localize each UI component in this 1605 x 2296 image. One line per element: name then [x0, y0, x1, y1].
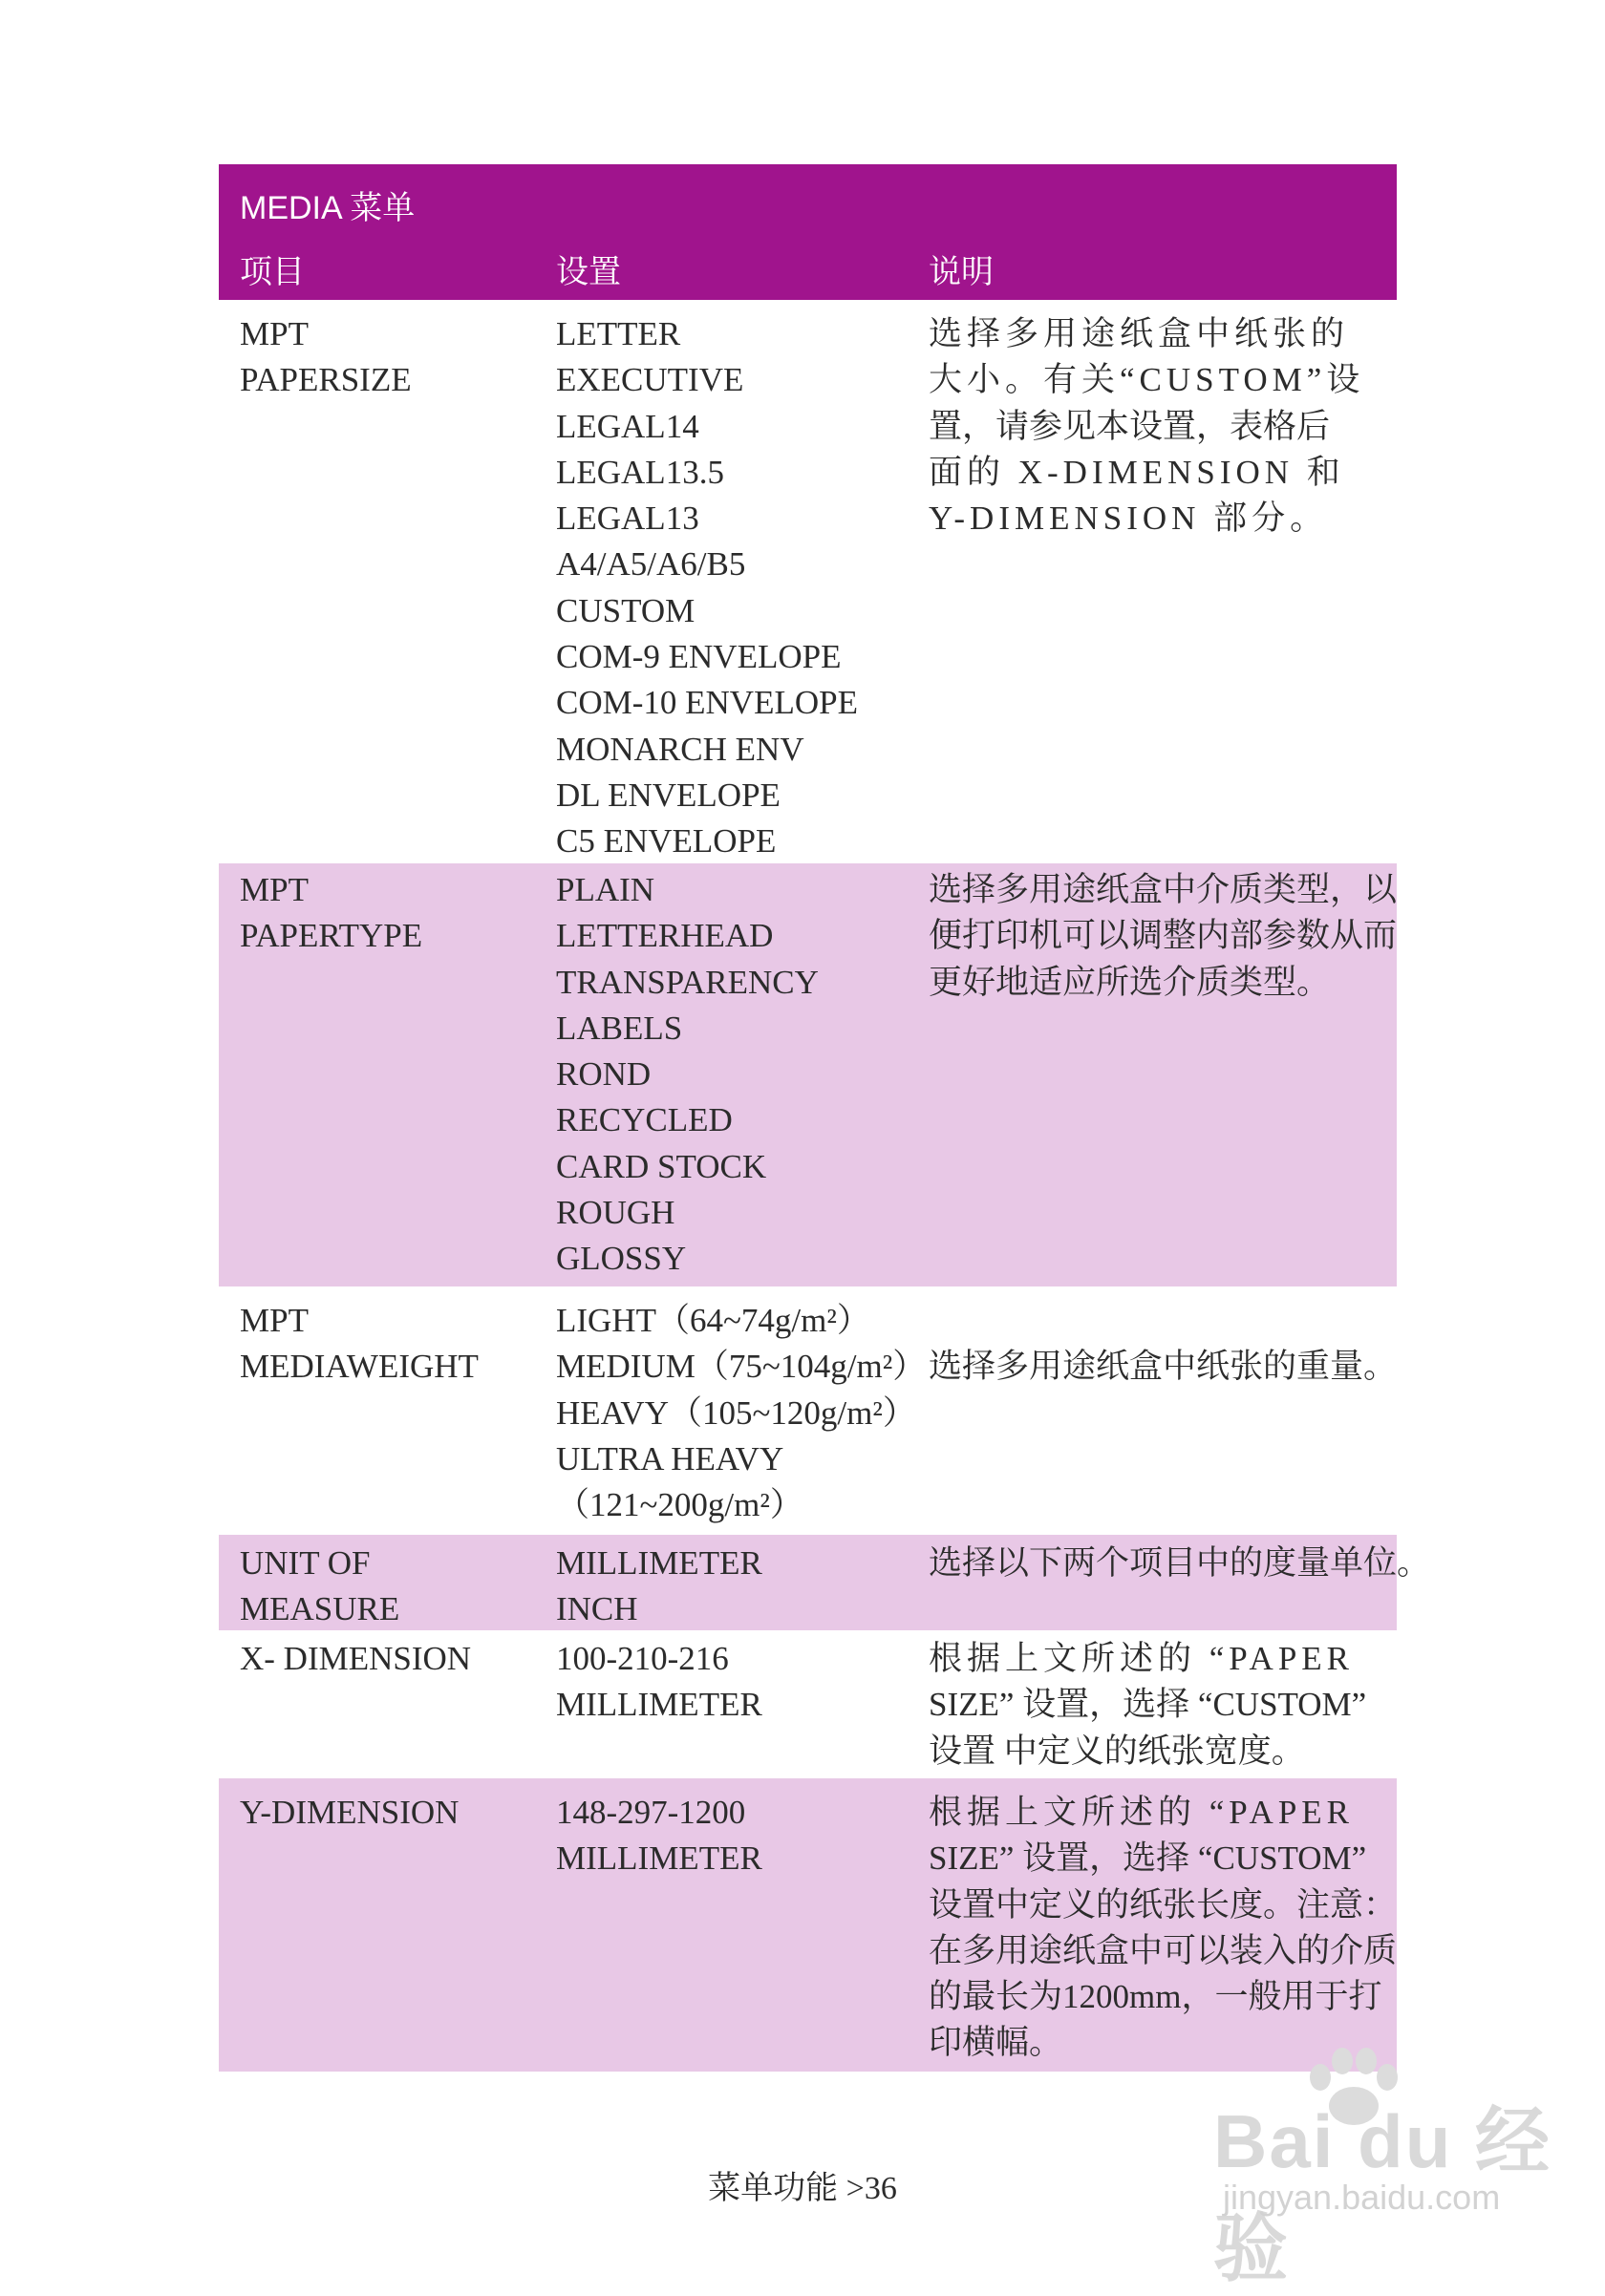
- setting-option: MONARCH ENV: [556, 730, 804, 768]
- table-header: [219, 164, 1397, 300]
- table-row: [219, 863, 1397, 1286]
- column-header-setting: 设置: [556, 254, 621, 290]
- setting-option: CUSTOM: [556, 591, 696, 629]
- setting-option: LIGHT（64~74g/m²）: [556, 1302, 870, 1339]
- setting-option: 148-297-1200: [556, 1794, 746, 1831]
- item-cell: [219, 1790, 535, 1836]
- description-line: 根据上文所述的 “PAPER: [929, 1794, 1355, 1831]
- item-line: MEDIAWEIGHT: [240, 1348, 479, 1386]
- item-line: PAPERTYPE: [240, 917, 423, 955]
- setting-option: MILLIMETER: [556, 1839, 762, 1878]
- media-menu-table: [219, 164, 1431, 2072]
- item-line: PAPERSIZE: [240, 361, 412, 399]
- setting-option: TRANSPARENCY: [556, 963, 819, 1001]
- table-row: [219, 1778, 1397, 2072]
- item-line: MPT: [240, 871, 309, 908]
- setting-option: MILLIMETER: [556, 1544, 762, 1582]
- description-line: 设置中定义的纸张长度。注意：: [929, 1885, 1398, 1924]
- setting-option: RECYCLED: [556, 1101, 733, 1139]
- description-line: 印横幅。: [929, 2024, 1063, 2062]
- setting-cell: [535, 1636, 908, 1729]
- item-line: MPT: [240, 1302, 309, 1339]
- table-row: [219, 1286, 1397, 1535]
- setting-option: COM-9 ENVELOPE: [556, 638, 842, 676]
- item-cell: [219, 1298, 535, 1391]
- setting-option: ULTRA HEAVY: [556, 1439, 784, 1478]
- column-header-item: 项目: [240, 254, 305, 290]
- watermark-brand: Bai du 经验: [1213, 2099, 1552, 2290]
- setting-option: LEGAL13.5: [556, 453, 724, 491]
- description-line: 设置 中定义的纸张宽度。: [929, 1732, 1305, 1770]
- setting-option: HEAVY（105~120g/m²）: [556, 1393, 916, 1432]
- description-line: 选择多用途纸盒中纸张的: [929, 315, 1350, 352]
- table-title: MEDIA 菜单: [240, 190, 416, 226]
- setting-option: GLOSSY: [556, 1240, 687, 1278]
- description-line: SIZE” 设置，选择 “CUSTOM”: [929, 1686, 1367, 1724]
- item-line: MEASURE: [240, 1590, 400, 1628]
- setting-option: ROUGH: [556, 1194, 675, 1232]
- description-line: 选择以下两个项目中的度量单位。: [929, 1544, 1431, 1582]
- table-row: [219, 1535, 1431, 1630]
- description-line: 更好地适应所选介质类型。: [929, 963, 1331, 1001]
- setting-cell: [535, 1541, 908, 1633]
- setting-option: PLAIN: [556, 871, 655, 908]
- description-line: SIZE” 设置，选择 “CUSTOM”: [929, 1839, 1367, 1878]
- setting-cell: [535, 867, 908, 1283]
- setting-option: MILLIMETER: [556, 1686, 762, 1724]
- setting-option: LEGAL14: [556, 407, 699, 445]
- item-line: UNIT OF: [240, 1544, 371, 1582]
- table-row: [219, 1630, 1397, 1778]
- setting-cell: [535, 311, 908, 865]
- item-line: X- DIMENSION: [240, 1640, 472, 1677]
- description-cell: [908, 311, 1397, 542]
- setting-option: INCH: [556, 1590, 638, 1628]
- description-line: Y-DIMENSION 部分。: [929, 500, 1329, 538]
- column-header-description: 说明: [929, 254, 994, 290]
- page-footer: 菜单功能 >36: [708, 2171, 897, 2206]
- setting-option: EXECUTIVE: [556, 361, 744, 399]
- description-line: 大小。有关“CUSTOM”设: [929, 361, 1365, 399]
- setting-option: A4/A5/A6/B5: [556, 545, 746, 584]
- description-line: 便打印机可以调整内部参数从而: [929, 917, 1398, 955]
- description-cell: [908, 1541, 1431, 1586]
- item-line: Y-DIMENSION: [240, 1794, 460, 1831]
- item-cell: [219, 1636, 535, 1682]
- setting-option: C5 ENVELOPE: [556, 822, 777, 861]
- setting-option: LEGAL13: [556, 500, 699, 538]
- item-line: MPT: [240, 315, 309, 352]
- setting-option: LETTER: [556, 315, 681, 352]
- watermark: [1156, 2044, 1576, 2290]
- setting-option: ROND: [556, 1055, 652, 1094]
- description-line: 的最长为1200mm，一般用于打: [929, 1978, 1382, 2016]
- description-line: 置，请参见本设置，表格后: [929, 407, 1331, 445]
- item-cell: [219, 311, 535, 404]
- item-cell: [219, 1541, 535, 1633]
- setting-cell: [535, 1298, 927, 1528]
- description-line: 选择多用途纸盒中介质类型，以: [929, 871, 1398, 908]
- setting-option: CARD STOCK: [556, 1147, 767, 1185]
- setting-option: MEDIUM（75~104g/m²）: [556, 1348, 927, 1386]
- setting-option: （121~200g/m²）: [556, 1486, 803, 1524]
- setting-option: DL ENVELOPE: [556, 776, 781, 814]
- description-line: 根据上文所述的 “PAPER: [929, 1640, 1355, 1677]
- setting-option: LABELS: [556, 1009, 683, 1047]
- description-cell: [908, 1298, 1397, 1390]
- description-cell: [908, 867, 1397, 1006]
- description-line: 面的 X-DIMENSION 和: [929, 453, 1345, 491]
- description-cell: [908, 1790, 1397, 2067]
- description-cell: [908, 1636, 1397, 1775]
- table-row: [219, 300, 1397, 863]
- description-line: 在多用途纸盒中可以装入的介质: [929, 1931, 1398, 1969]
- setting-cell: [535, 1790, 908, 1882]
- setting-option: LETTERHEAD: [556, 917, 774, 955]
- setting-option: COM-10 ENVELOPE: [556, 684, 858, 722]
- setting-option: 100-210-216: [556, 1640, 729, 1677]
- watermark-url: jingyan.baidu.com: [1223, 2178, 1501, 2217]
- item-cell: [219, 867, 535, 960]
- description-line: 选择多用途纸盒中纸张的重量。: [929, 1348, 1398, 1385]
